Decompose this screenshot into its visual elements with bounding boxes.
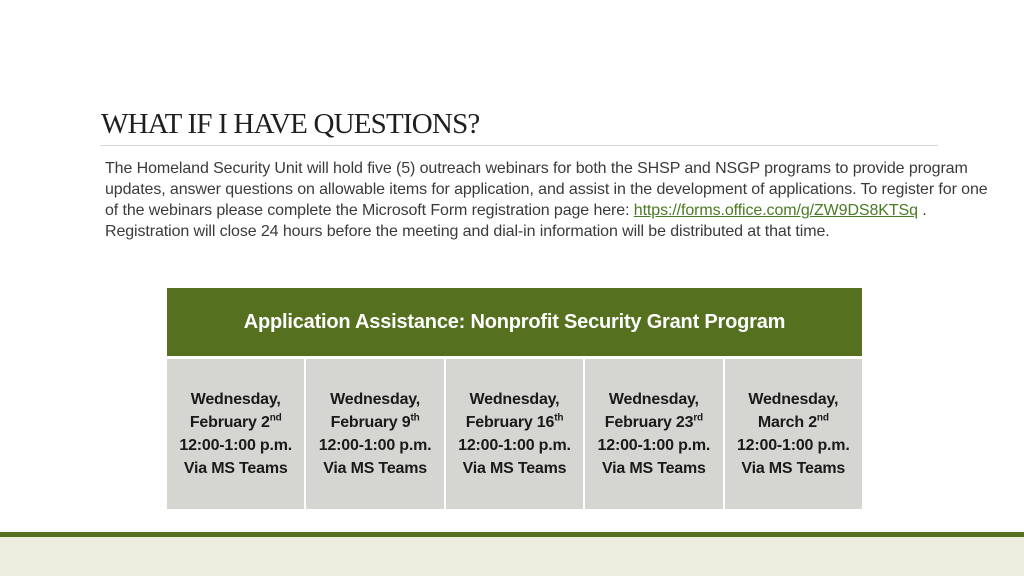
session-date-suffix: th bbox=[410, 412, 420, 424]
session-platform: Via MS Teams bbox=[602, 460, 706, 477]
table-header-row bbox=[167, 288, 862, 356]
session-date-line bbox=[168, 411, 303, 434]
registration-link[interactable]: https://forms.office.com/g/ZW9DS8KTSq bbox=[633, 202, 918, 219]
body-paragraph bbox=[105, 158, 1000, 242]
title-divider bbox=[100, 145, 938, 146]
session-day: Wednesday, bbox=[469, 391, 560, 408]
session-date-line bbox=[307, 411, 442, 434]
session-cell-1 bbox=[167, 359, 306, 509]
session-cell-2 bbox=[306, 359, 445, 509]
session-time: 12:00-1:00 p.m. bbox=[736, 437, 850, 454]
session-date: March 2 bbox=[757, 414, 817, 431]
session-date: February 9 bbox=[330, 414, 411, 431]
session-day: Wednesday, bbox=[748, 391, 839, 408]
session-time: 12:00-1:00 p.m. bbox=[597, 437, 711, 454]
session-platform: Via MS Teams bbox=[462, 460, 567, 477]
footer-band bbox=[0, 537, 1024, 576]
session-date: February 16 bbox=[465, 414, 555, 431]
slide-title: WHAT IF I HAVE QUESTIONS? bbox=[101, 108, 480, 140]
session-time: 12:00-1:00 p.m. bbox=[179, 437, 292, 454]
session-day: Wednesday, bbox=[190, 391, 281, 408]
sessions-row bbox=[167, 359, 862, 509]
table-header-cell: Application Assistance: Nonprofit Security Grant Program bbox=[167, 288, 862, 356]
session-date-suffix: nd bbox=[269, 412, 282, 424]
session-date-suffix: rd bbox=[693, 412, 703, 424]
session-date-line bbox=[447, 411, 582, 434]
session-date-suffix: th bbox=[554, 412, 564, 424]
body-outro-text: . Registration will close 24 hours before the meeting and dial-in information will be distributed at that time. bbox=[105, 202, 927, 240]
webinar-schedule-table bbox=[167, 288, 862, 509]
session-time: 12:00-1:00 p.m. bbox=[318, 437, 432, 454]
session-cell-3 bbox=[446, 359, 585, 509]
session-day: Wednesday, bbox=[330, 391, 421, 408]
session-cell-5 bbox=[725, 359, 862, 509]
body-intro-text: The Homeland Security Unit will hold five (5) outreach webinars for both the SHSP and NSGP programs to provide program updates, answer questions on allowable items for application, and assist in the development of applications. To register for one of the webinars please complete the Microsoft Form registration page here: bbox=[105, 160, 988, 219]
session-time: 12:00-1:00 p.m. bbox=[458, 437, 571, 454]
session-platform: Via MS Teams bbox=[323, 460, 427, 477]
session-platform: Via MS Teams bbox=[183, 460, 288, 477]
session-cell-4 bbox=[585, 359, 724, 509]
session-date: February 2 bbox=[189, 414, 270, 431]
session-date-suffix: nd bbox=[816, 412, 829, 424]
session-date-line bbox=[586, 411, 721, 434]
session-platform: Via MS Teams bbox=[741, 460, 846, 477]
session-day: Wednesday, bbox=[608, 391, 699, 408]
session-date: February 23 bbox=[604, 414, 694, 431]
session-date-line bbox=[726, 411, 861, 434]
